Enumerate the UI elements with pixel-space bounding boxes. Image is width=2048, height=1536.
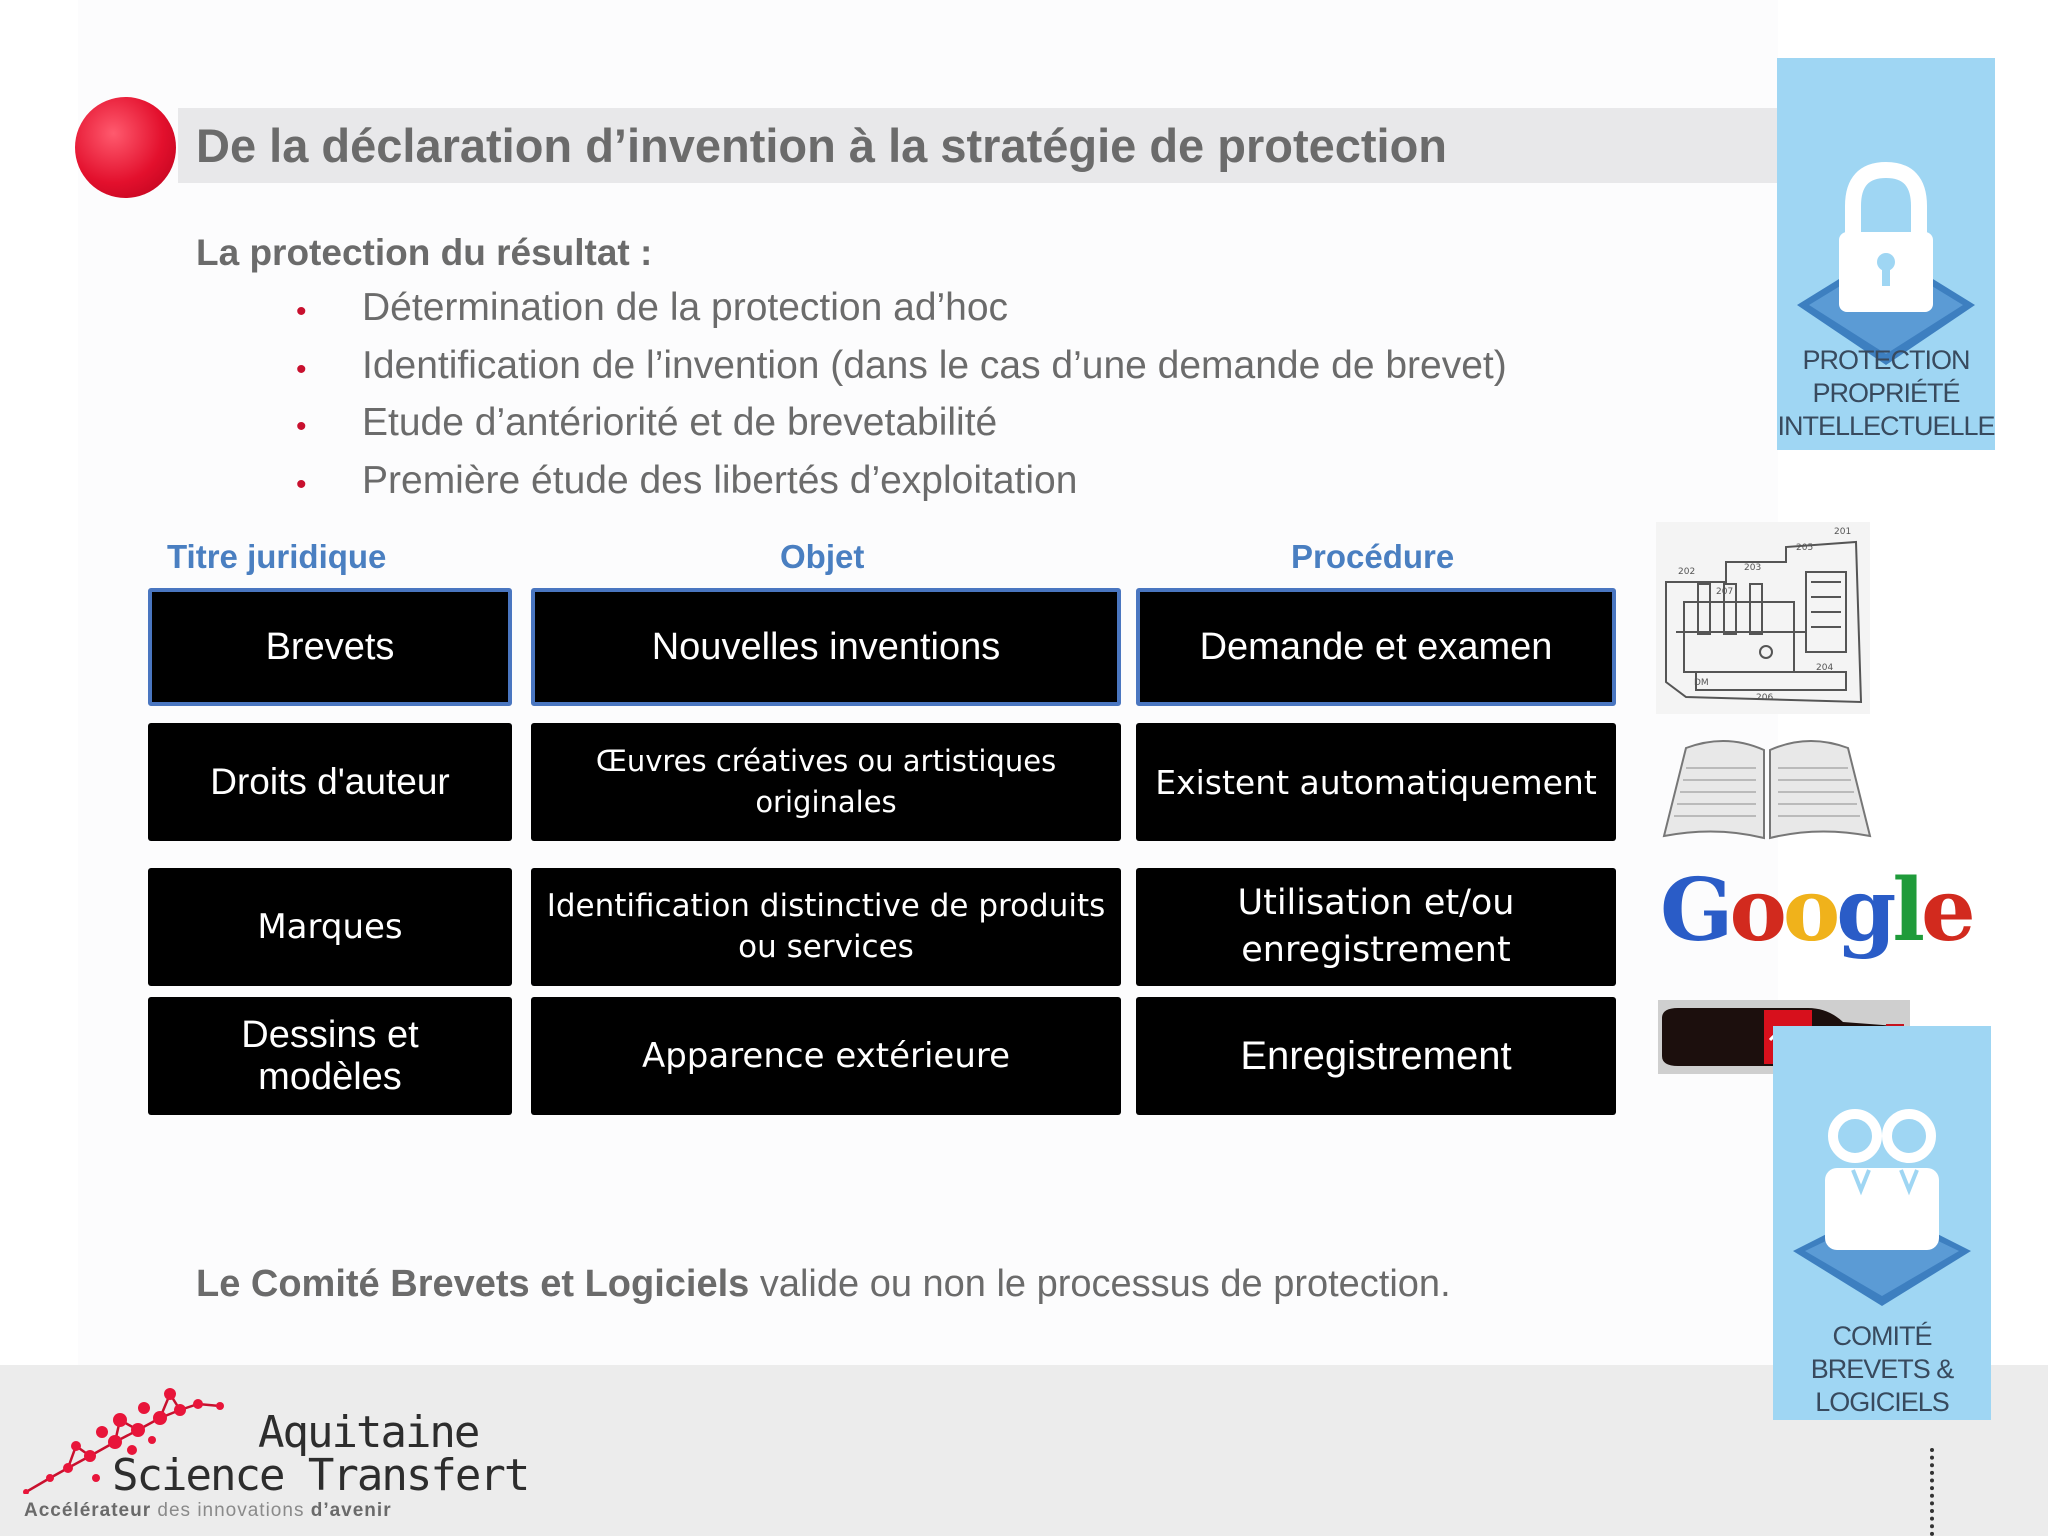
patent-label: DM [1694,678,1709,688]
open-book-image [1656,728,1878,844]
patent-label: 207 [1716,587,1734,597]
patent-label: 206 [1756,693,1774,703]
patent-label: 201 [1834,527,1852,537]
patent-label: 204 [1816,663,1834,673]
bullet-text: Détermination de la protection ad’hoc [362,286,1009,329]
logo-name-line2: Science Transfert [112,1450,529,1501]
bullet-icon: • [296,295,307,328]
side-box-comite-line: COMITÉ [1832,1321,1932,1351]
dotted-divider [1930,1448,1934,1536]
cell-nouvelles-inventions: Nouvelles inventions [531,588,1121,706]
side-box-comite-line: LOGICIELS [1815,1387,1949,1417]
cell-marques: Marques [148,868,512,986]
bullet-item [296,344,1507,402]
side-box-protection-line: PROTECTION [1802,345,1970,375]
patent-label: 203 [1744,563,1762,573]
people-icon [1791,1106,1973,1306]
column-header-procedure: Procédure [1291,538,1455,575]
page-title: De la déclaration d’invention à la stratégie de protection [196,119,1448,172]
cell-apparence-exterieure: Apparence extérieure [531,997,1121,1115]
bullet-list [296,286,1507,516]
logo-name-line1: Aquitaine [258,1407,479,1458]
comite-note: Le Comité Brevets et Logiciels valide ou non le processus de protection. [196,1263,1451,1305]
section-subtitle: La protection du résultat : [196,232,653,273]
cell-brevets: Brevets [148,588,512,706]
cell-oeuvres-creatives: Œuvres créatives ou artistiques originales [531,723,1121,841]
patent-label: 202 [1678,567,1696,577]
bullet-item [296,459,1507,517]
patent-drawing-image [1656,522,1870,714]
bullet-icon: • [296,352,307,386]
cell-dessins-modeles: Dessins et modèles [148,997,512,1115]
side-box-protection-line: PROPRIÉTÉ [1812,378,1960,408]
side-box-comite [1773,1026,1991,1420]
cell-utilisation-enregistrement: Utilisation et/ou enregistrement [1136,868,1616,986]
lock-icon [1795,140,1977,370]
side-box-protection [1777,58,1995,450]
bullet-text: Etude d’antériorité et de brevetabilité [362,401,998,444]
bullet-icon: • [296,467,307,501]
cell-identification-distinctive: Identification distinctive de produits ou services [531,868,1121,986]
bullet-text: Identification de l’invention (dans le cas d’une demande de brevet) [362,343,1507,387]
bullet-item [296,286,1507,344]
bullet-text: Première étude des libertés d’exploitation [362,458,1078,502]
column-header-titre: Titre juridique [167,538,387,575]
cell-existent-automatiquement: Existent automatiquement [1136,723,1616,841]
bullet-icon: • [296,410,307,443]
patent-label: 205 [1796,543,1814,553]
cell-enregistrement: Enregistrement [1136,997,1616,1115]
cell-demande-examen: Demande et examen [1136,588,1616,706]
bullet-item [296,401,1507,459]
side-box-comite-line: BREVETS & [1810,1354,1954,1384]
cell-droits-auteur: Droits d'auteur [148,723,512,841]
google-logo-image: Google [1660,860,1972,961]
side-box-protection-line: INTELLECTUELLE [1777,411,1995,441]
column-header-objet: Objet [780,538,865,575]
title-red-dot [75,97,176,198]
logo-tagline: Accélérateur des innovations d’avenir [24,1500,392,1521]
